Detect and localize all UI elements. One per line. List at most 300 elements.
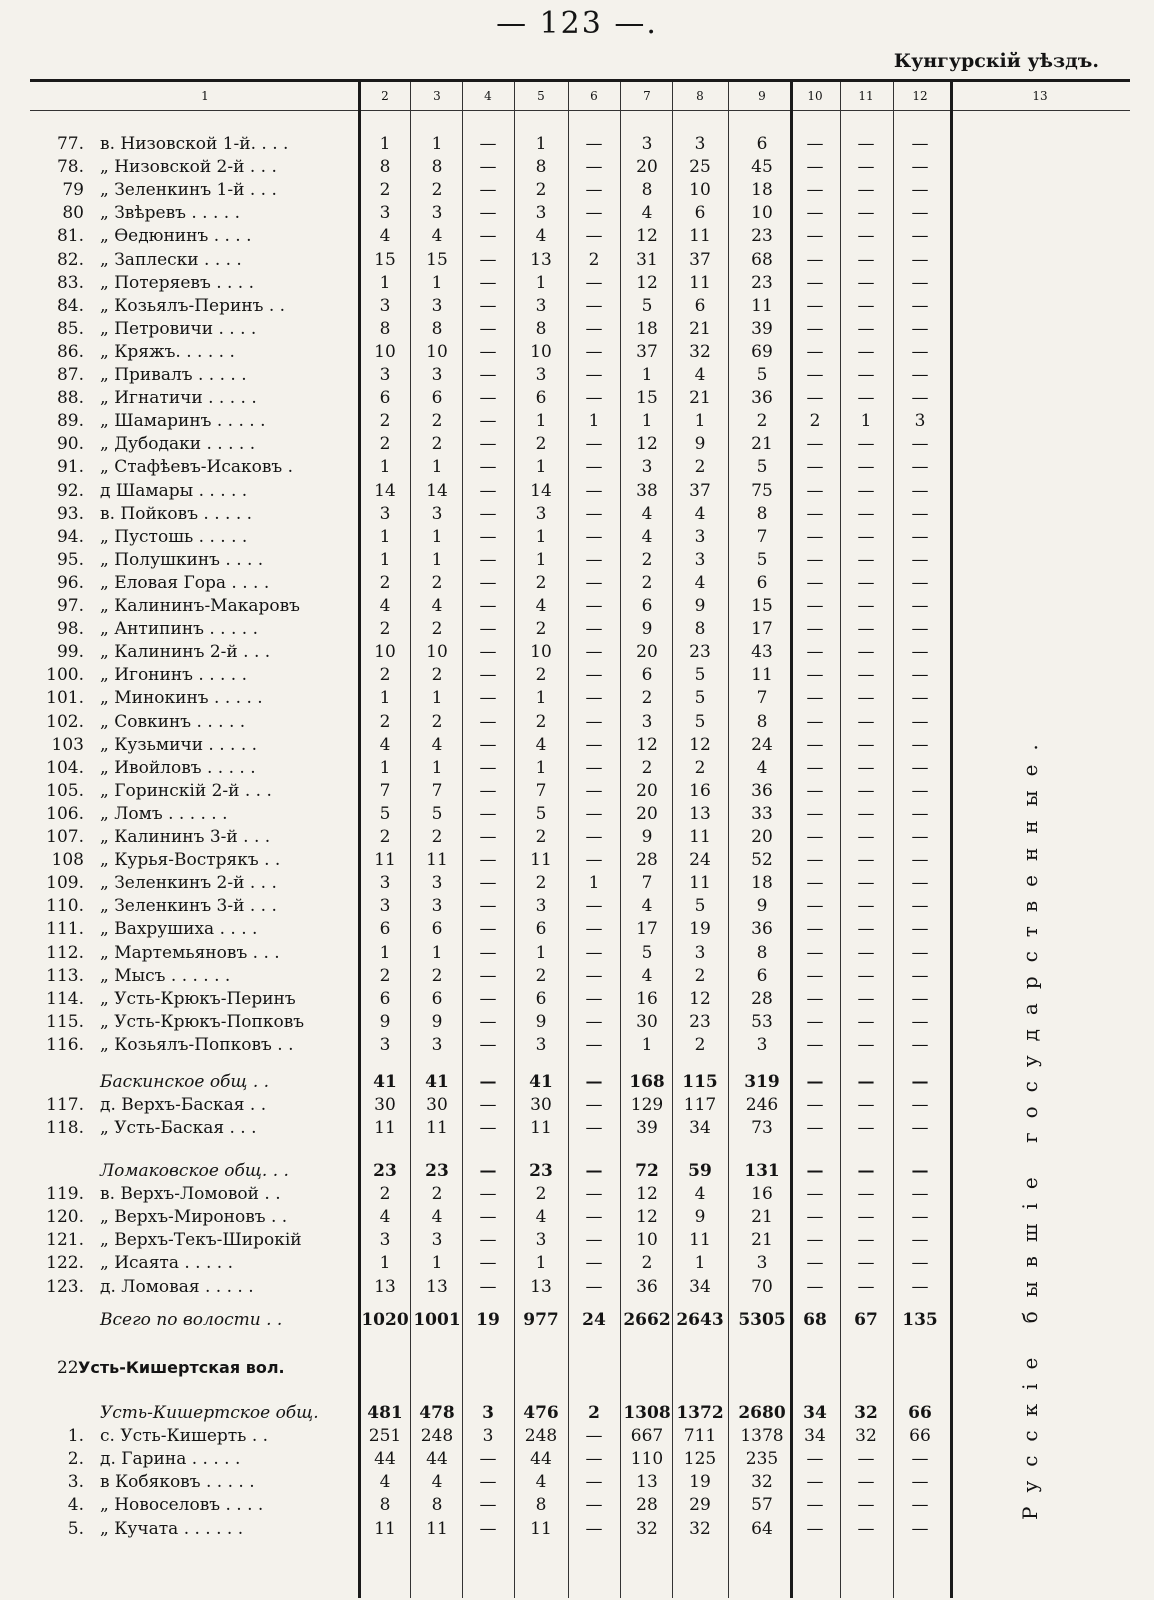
cell-col-4: — [479, 226, 497, 247]
cell-col-5: 13 [530, 1276, 552, 1297]
row-label: „ Еловая Гора . . . . [100, 572, 270, 593]
row-label: д. Ломовая . . . . . [100, 1276, 254, 1297]
table-row [0, 250, 1154, 272]
cell-col-9: 2680 [738, 1403, 786, 1423]
cell-col-6: — [585, 226, 603, 247]
cell-col-6: — [585, 942, 603, 963]
table-row [0, 342, 1154, 364]
cell-col-8: 11 [689, 1230, 711, 1251]
cell-col-6: 24 [582, 1310, 606, 1330]
cell-col-7: 12 [636, 734, 658, 755]
cell-col-4: — [479, 457, 497, 478]
cell-col-6: — [585, 734, 603, 755]
cell-col-12: — [911, 457, 929, 478]
cell-col-8: 5 [694, 711, 706, 732]
cell-col-4: — [479, 850, 497, 871]
cell-col-11: — [857, 249, 875, 270]
table-row [0, 735, 1154, 757]
cell-col-7: 36 [636, 1276, 658, 1297]
cell-col-4: — [479, 1095, 497, 1116]
cell-col-4: — [479, 1072, 497, 1092]
row-label: „ Ломъ . . . . . . [100, 803, 228, 824]
cell-col-6: — [585, 642, 603, 663]
cell-col-4: — [479, 873, 497, 894]
cell-col-5: 10 [530, 341, 552, 362]
cell-col-11: 67 [854, 1310, 878, 1330]
row-number: 106. [46, 803, 84, 824]
cell-col-4: — [479, 434, 497, 455]
cell-col-4: — [479, 665, 497, 686]
row-label: „ Усть-Крюкъ-Перинъ [100, 988, 296, 1009]
cell-col-8: 34 [689, 1118, 711, 1139]
cell-col-12: — [911, 596, 929, 616]
cell-col-4: — [479, 1472, 497, 1493]
row-number: 89. [56, 411, 84, 432]
cell-col-6: — [585, 965, 603, 986]
cell-col-11: — [857, 272, 875, 293]
cell-col-8: 1 [694, 411, 706, 432]
row-number: 85. [56, 318, 84, 339]
row-label: Всего по волости . . [100, 1310, 283, 1330]
cell-col-3: 4 [431, 226, 443, 247]
cell-col-6: — [585, 1095, 603, 1116]
cell-col-6: — [585, 1426, 603, 1447]
cell-col-2: 2 [379, 965, 391, 986]
table-row [0, 804, 1154, 826]
cell-col-2: 2 [379, 180, 391, 201]
cell-col-6: — [585, 1161, 603, 1181]
cell-col-3: 4 [431, 1472, 443, 1493]
cell-col-2: 1 [379, 549, 391, 570]
cell-col-9: 319 [744, 1072, 780, 1092]
cell-col-3: 1 [431, 134, 443, 154]
cell-col-4: — [479, 388, 497, 409]
cell-col-6: — [585, 157, 603, 178]
cell-col-9: 53 [751, 1011, 773, 1032]
cell-col-12: — [911, 757, 929, 778]
summary-row [0, 1161, 1154, 1183]
row-label: „ Калининъ-Макаровъ [100, 596, 300, 616]
cell-col-8: 9 [694, 596, 706, 616]
cell-col-9: 21 [751, 434, 773, 455]
row-label: в. Низовской 1-й. . . . [100, 134, 289, 154]
cell-col-8: 37 [689, 480, 711, 501]
cell-col-4: — [479, 1207, 497, 1228]
cell-col-7: 32 [636, 1518, 658, 1539]
cell-col-5: 1 [535, 411, 547, 432]
cell-col-12: — [911, 180, 929, 201]
cell-col-2: 2 [379, 434, 391, 455]
table-row [0, 457, 1154, 479]
cell-col-9: 10 [751, 203, 773, 224]
cell-col-5: 1 [535, 942, 547, 963]
cell-col-3: 2 [431, 1184, 443, 1205]
column-header: 9 [758, 89, 766, 103]
row-label: Усть-Кишертское общ. [100, 1403, 319, 1423]
cell-col-10: — [806, 1011, 824, 1032]
cell-col-10: — [806, 757, 824, 778]
row-number: 2. [67, 1449, 84, 1470]
cell-col-7: 4 [641, 203, 653, 224]
cell-col-2: 4 [379, 1472, 391, 1493]
cell-col-6: 2 [588, 249, 600, 270]
cell-col-10: — [806, 827, 824, 847]
cell-col-5: 3 [535, 295, 547, 316]
cell-col-9: 9 [756, 896, 768, 917]
cell-col-3: 2 [431, 180, 443, 201]
row-label: „ Калининъ 2-й . . . [100, 642, 271, 663]
cell-col-10: — [806, 1518, 824, 1539]
cell-col-5: 1 [535, 1253, 547, 1274]
cell-col-6: — [585, 365, 603, 385]
cell-col-10: — [806, 203, 824, 224]
row-label: „ Верхъ-Текъ-Широкій [100, 1230, 302, 1251]
cell-col-2: 3 [379, 896, 391, 917]
cell-col-9: 5305 [738, 1310, 786, 1330]
cell-col-3: 4 [431, 734, 443, 755]
cell-col-4: — [479, 549, 497, 570]
cell-col-10: — [806, 1472, 824, 1493]
table-row [0, 527, 1154, 549]
cell-col-12: — [911, 734, 929, 755]
cell-col-6: — [585, 1518, 603, 1539]
cell-col-12: — [911, 1118, 929, 1139]
cell-col-9: 57 [751, 1495, 773, 1516]
cell-col-11: — [857, 619, 875, 640]
row-label: „ Полушкинъ . . . . [100, 549, 264, 570]
row-number: 115. [46, 1011, 84, 1032]
cell-col-8: 3 [694, 549, 706, 570]
cell-col-4: — [479, 1161, 497, 1181]
cell-col-11: — [857, 1095, 875, 1116]
cell-col-5: 476 [523, 1403, 559, 1423]
cell-col-7: 12 [636, 272, 658, 293]
cell-col-2: 15 [374, 249, 396, 270]
cell-col-6: — [585, 457, 603, 478]
column-header: 11 [858, 89, 874, 103]
cell-col-6: — [585, 434, 603, 455]
cell-col-7: 1 [641, 1034, 653, 1055]
district-title: Кунгурскій уѣздъ. [893, 50, 1099, 72]
cell-col-10: — [806, 873, 824, 894]
cell-col-9: 75 [751, 480, 773, 501]
cell-col-7: 2 [641, 757, 653, 778]
cell-col-2: 2 [379, 572, 391, 593]
table-row [0, 1449, 1154, 1471]
cell-col-4: — [479, 965, 497, 986]
cell-col-3: 11 [426, 850, 448, 871]
cell-col-7: 38 [636, 480, 658, 501]
cell-col-8: 32 [689, 341, 711, 362]
cell-col-12: — [911, 365, 929, 385]
table-row [0, 1495, 1154, 1517]
cell-col-4: — [479, 803, 497, 824]
cell-col-6: — [585, 827, 603, 847]
cell-col-11: — [857, 503, 875, 524]
cell-col-8: 3 [694, 526, 706, 547]
cell-col-9: 69 [751, 341, 773, 362]
cell-col-12: — [911, 226, 929, 247]
cell-col-6: — [585, 1118, 603, 1139]
cell-col-8: 4 [694, 572, 706, 593]
cell-col-6: 1 [588, 873, 600, 894]
cell-col-11: — [857, 803, 875, 824]
cell-col-7: 1 [641, 411, 653, 432]
cell-col-12: — [911, 1011, 929, 1032]
cell-col-3: 14 [426, 480, 448, 501]
cell-col-6: — [585, 919, 603, 940]
cell-col-3: 2 [431, 965, 443, 986]
cell-col-6: — [585, 1276, 603, 1297]
cell-col-3: 44 [426, 1449, 448, 1470]
row-number: 104. [46, 757, 84, 778]
cell-col-11: — [857, 157, 875, 178]
cell-col-12: — [911, 896, 929, 917]
cell-col-3: 6 [431, 388, 443, 409]
cell-col-3: 11 [426, 1118, 448, 1139]
cell-col-7: 39 [636, 1118, 658, 1139]
cell-col-2: 1 [379, 134, 391, 154]
cell-col-12: — [911, 549, 929, 570]
row-number: 105. [46, 780, 84, 801]
table-row [0, 573, 1154, 595]
cell-col-8: 12 [689, 988, 711, 1009]
cell-col-10: — [806, 1253, 824, 1274]
row-label: в. Верхъ-Ломовой . . [100, 1184, 281, 1205]
cell-col-3: 2 [431, 827, 443, 847]
cell-col-3: 3 [431, 503, 443, 524]
cell-col-7: 168 [629, 1072, 665, 1092]
cell-col-2: 2 [379, 665, 391, 686]
cell-col-3: 6 [431, 988, 443, 1009]
cell-col-12: — [911, 965, 929, 986]
cell-col-9: 3 [756, 1253, 768, 1274]
cell-col-4: — [479, 1253, 497, 1274]
cell-col-4: — [479, 919, 497, 940]
cell-col-7: 4 [641, 896, 653, 917]
row-number: 102. [46, 711, 84, 732]
row-label: „ Зеленкинъ 2-й . . . [100, 873, 277, 894]
cell-col-10: — [806, 457, 824, 478]
cell-col-4: — [479, 295, 497, 316]
row-label: „ Верхъ-Мироновъ . . [100, 1207, 288, 1228]
cell-col-8: 125 [683, 1449, 717, 1470]
page-number: — 123 —. [496, 6, 658, 41]
cell-col-3: 3 [431, 896, 443, 917]
cell-col-4: — [479, 341, 497, 362]
row-label: „ Потеряевъ . . . . [100, 272, 255, 293]
cell-col-5: 2 [535, 180, 547, 201]
table-row [0, 781, 1154, 803]
cell-col-5: 2 [535, 873, 547, 894]
row-label: „ Дубодаки . . . . . [100, 434, 256, 455]
cell-col-6: — [585, 1472, 603, 1493]
cell-col-2: 3 [379, 873, 391, 894]
cell-col-10: — [806, 272, 824, 293]
cell-col-12: — [911, 665, 929, 686]
cell-col-2: 1 [379, 457, 391, 478]
row-number: 80 [62, 203, 84, 224]
cell-col-12: — [911, 318, 929, 339]
cell-col-12: — [911, 688, 929, 709]
row-label: в Кобяковъ . . . . . [100, 1472, 255, 1493]
cell-col-8: 23 [689, 1011, 711, 1032]
cell-col-10: — [806, 619, 824, 640]
cell-col-10: — [806, 1230, 824, 1251]
row-label: „ Заплески . . . . [100, 249, 242, 270]
table-row [0, 388, 1154, 410]
row-label: „ Минокинъ . . . . . [100, 688, 263, 709]
cell-col-5: 5 [535, 803, 547, 824]
cell-col-5: 4 [535, 1207, 547, 1228]
cell-col-6: — [585, 988, 603, 1009]
cell-col-5: 4 [535, 1472, 547, 1493]
row-number: 119. [46, 1184, 84, 1205]
table-row [0, 1035, 1154, 1057]
cell-col-3: 6 [431, 919, 443, 940]
table-row [0, 1426, 1154, 1448]
cell-col-5: 6 [535, 919, 547, 940]
table-row [0, 758, 1154, 780]
row-number: 116. [46, 1034, 84, 1055]
cell-col-9: 5 [756, 365, 768, 385]
cell-col-8: 2 [694, 457, 706, 478]
cell-col-8: 10 [689, 180, 711, 201]
row-number: 114. [46, 988, 84, 1009]
cell-col-5: 1 [535, 549, 547, 570]
cell-col-5: 2 [535, 711, 547, 732]
cell-col-4: — [479, 757, 497, 778]
cell-col-5: 3 [535, 203, 547, 224]
vertical-note: Русскіе бывшіе государственные. [1018, 730, 1042, 1520]
row-number: 113. [46, 965, 84, 986]
cell-col-11: — [857, 134, 875, 154]
cell-col-2: 1 [379, 757, 391, 778]
cell-col-12: — [911, 780, 929, 801]
cell-col-3: 8 [431, 1495, 443, 1516]
cell-col-9: 52 [751, 850, 773, 871]
cell-col-11: — [857, 1253, 875, 1274]
cell-col-5: 14 [530, 480, 552, 501]
cell-col-6: — [585, 1011, 603, 1032]
column-header: 12 [912, 89, 928, 103]
table-row [0, 1472, 1154, 1494]
cell-col-10: — [806, 1495, 824, 1516]
cell-col-9: 23 [751, 272, 773, 293]
cell-col-9: 73 [751, 1118, 773, 1139]
cell-col-10: — [806, 896, 824, 917]
row-label: „ Звѣревъ . . . . . [100, 203, 240, 224]
cell-col-6: 1 [588, 411, 600, 432]
cell-col-10: — [806, 642, 824, 663]
cell-col-8: 11 [689, 873, 711, 894]
cell-col-8: 1 [694, 1253, 706, 1274]
table-row [0, 1012, 1154, 1034]
cell-col-9: 235 [745, 1449, 779, 1470]
cell-col-5: 977 [523, 1310, 559, 1330]
cell-col-12: 66 [908, 1403, 932, 1423]
row-number: 86. [56, 341, 84, 362]
cell-col-9: 1378 [740, 1426, 784, 1447]
cell-col-11: — [857, 457, 875, 478]
cell-col-10: — [806, 688, 824, 709]
table-row [0, 642, 1154, 664]
cell-col-4: — [479, 1184, 497, 1205]
cell-col-6: — [585, 1207, 603, 1228]
cell-col-2: 2 [379, 1184, 391, 1205]
cell-col-9: 64 [751, 1518, 773, 1539]
row-label: „ Игонинъ . . . . . [100, 665, 248, 686]
cell-col-11: — [857, 203, 875, 224]
table-row [0, 1095, 1154, 1117]
cell-col-10: 2 [809, 411, 821, 432]
row-number: 110. [46, 896, 84, 917]
cell-col-7: 18 [636, 318, 658, 339]
cell-col-4: — [479, 1118, 497, 1139]
cell-col-7: 20 [636, 780, 658, 801]
row-label: „ Привалъ . . . . . [100, 365, 247, 385]
cell-col-9: 3 [756, 1034, 768, 1055]
cell-col-10: — [806, 1161, 824, 1181]
row-label: „ Усть-Баская . . . [100, 1118, 257, 1139]
column-header: 13 [1032, 89, 1048, 103]
cell-col-4: — [479, 1011, 497, 1032]
cell-col-11: — [857, 1230, 875, 1251]
row-label: „ Ивойловъ . . . . . [100, 757, 256, 778]
cell-col-8: 2 [694, 757, 706, 778]
cell-col-4: — [479, 780, 497, 801]
cell-col-5: 248 [524, 1426, 558, 1447]
cell-col-4: 3 [482, 1426, 494, 1447]
cell-col-5: 2 [535, 434, 547, 455]
cell-col-11: — [857, 1072, 875, 1092]
cell-col-11: — [857, 1276, 875, 1297]
table-row [0, 365, 1154, 387]
cell-col-5: 23 [529, 1161, 553, 1181]
cell-col-5: 41 [529, 1072, 553, 1092]
cell-col-4: — [479, 942, 497, 963]
cell-col-8: 25 [689, 157, 711, 178]
cell-col-2: 11 [374, 1518, 396, 1539]
cell-col-5: 10 [530, 642, 552, 663]
cell-col-3: 2 [431, 665, 443, 686]
cell-col-7: 30 [636, 1011, 658, 1032]
table-row [0, 619, 1154, 641]
row-number: 22. [56, 1358, 84, 1378]
cell-col-7: 6 [641, 665, 653, 686]
row-label: „ Антипинъ . . . . . [100, 619, 258, 640]
cell-col-6: — [585, 480, 603, 501]
column-header: 10 [807, 89, 823, 103]
cell-col-5: 1 [535, 134, 547, 154]
cell-col-9: 20 [751, 827, 773, 847]
cell-col-2: 4 [379, 596, 391, 616]
cell-col-9: 6 [756, 965, 768, 986]
table-row [0, 1253, 1154, 1275]
cell-col-8: 37 [689, 249, 711, 270]
cell-col-9: 7 [756, 688, 768, 709]
cell-col-3: 1 [431, 757, 443, 778]
cell-col-10: — [806, 157, 824, 178]
table-row [0, 688, 1154, 710]
cell-col-3: 3 [431, 365, 443, 385]
cell-col-5: 4 [535, 226, 547, 247]
row-label: „ Козьялъ-Попковъ . . [100, 1034, 294, 1055]
cell-col-7: 31 [636, 249, 658, 270]
cell-col-8: 29 [689, 1495, 711, 1516]
cell-col-4: — [479, 619, 497, 640]
cell-col-12: — [911, 434, 929, 455]
